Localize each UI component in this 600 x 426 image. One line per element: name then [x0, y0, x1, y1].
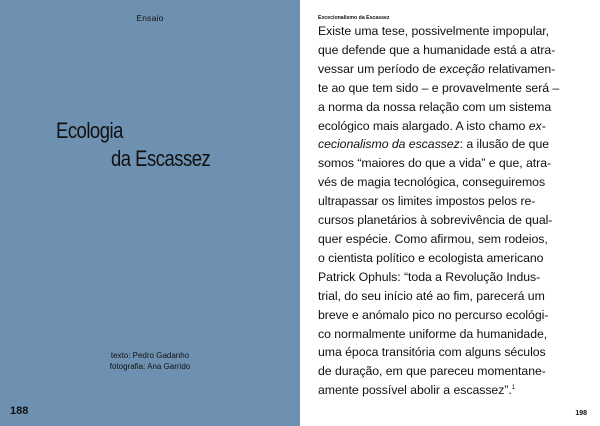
body-line-text: que defende que a humanidade está a atra- [318, 42, 556, 57]
credit-photographer: fotografia: Ana Garrido [109, 362, 191, 371]
body-line [318, 343, 590, 362]
right-page [300, 0, 600, 426]
body-line [318, 287, 590, 306]
title-line-2: da Escassez [111, 146, 211, 171]
body-line [318, 306, 590, 325]
body-line-emphasis: exceção [439, 61, 485, 76]
body-line-text: relativamen- [484, 61, 556, 76]
body-line [318, 135, 590, 154]
body-line [318, 22, 590, 41]
body-line-text: Existe uma tese, possivelmente impopular, [318, 24, 550, 38]
body-line [318, 98, 590, 117]
credits [0, 350, 300, 372]
body-line [318, 79, 590, 98]
body-line [318, 268, 590, 287]
running-head: Excecionalismo da Escassez [318, 15, 390, 21]
body-line-text: a norma da nossa relação com um sistema [318, 99, 552, 114]
body-line [318, 249, 590, 268]
body-line [318, 60, 590, 79]
body-line-text: vessar um período de [318, 61, 440, 76]
body-line [318, 230, 590, 249]
body-line-text: breve e anómalo pico no percurso ecológi- [318, 307, 549, 322]
body-line-text: ecológico mais alargado. A isto chamo [318, 118, 529, 133]
body-line-emphasis: ex- [528, 118, 546, 133]
body-line-text: cursos planetários à sobrevivência de qual- [318, 213, 553, 228]
body-line-text: Patrick Ophuls: “toda a Revolução Indus- [318, 269, 541, 284]
body-line [318, 381, 590, 400]
credit-text-author: texto: Pedro Gadanho [110, 351, 190, 360]
body-line [318, 325, 590, 344]
body-text [318, 22, 590, 400]
page-number-right: 198 [575, 410, 587, 417]
body-line-text: amente possível abolir a escassez”. [318, 383, 512, 398]
title-line-1: Ecologia [56, 118, 123, 143]
body-line [318, 117, 590, 136]
body-line-text: vés de magia tecnológica, conseguiremos [318, 175, 546, 190]
body-line-text: uma época transitória com alguns séculos [318, 345, 546, 360]
body-line-text: de duração, em que pareceu momentane- [318, 364, 546, 379]
body-line [318, 173, 590, 192]
body-line-text: somos “maiores do que a vida” e que, atra- [318, 156, 552, 171]
body-line [318, 211, 590, 230]
body-line-text: te ao que tem sido – e provavelmente será – [318, 80, 560, 95]
body-line [318, 41, 590, 60]
body-line [318, 154, 590, 173]
body-line [318, 192, 590, 211]
body-line-text: o cientista político e ecologista americano [318, 250, 544, 265]
body-line-text: co normalmente uniforme da humanidade, [318, 326, 548, 341]
body-line-emphasis: cecionalismo da escassez [318, 137, 460, 152]
body-line-text: ultrapassar os limites impostos pelos re- [318, 194, 536, 209]
body-line-text: trial, do seu início até ao fim, parecerá um [318, 288, 545, 303]
footnote-marker[interactable]: 1 [511, 385, 516, 392]
body-line-text: quer espécie. Como afirmou, sem rodeios, [318, 231, 548, 246]
body-line [318, 362, 590, 381]
page-number-left: 188 [10, 405, 29, 417]
body-line-text: : a ilusão de que [459, 137, 550, 152]
section-label: Ensaio [136, 13, 164, 23]
